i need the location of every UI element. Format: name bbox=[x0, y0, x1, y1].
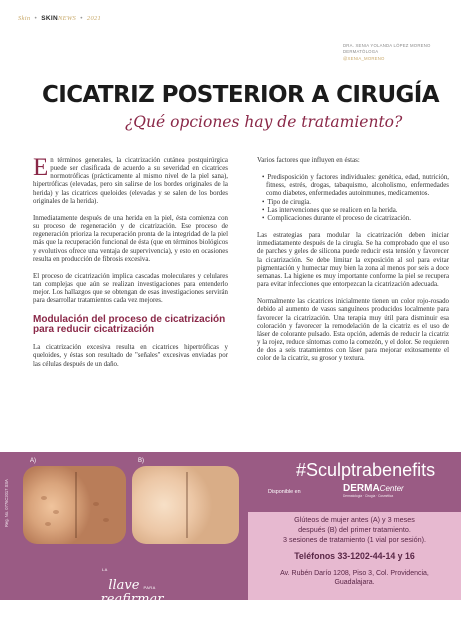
phone-numbers: Teléfonos 33-1202-44-14 y 16 bbox=[294, 551, 415, 561]
paragraph-intro bbox=[33, 154, 228, 206]
treatment-description bbox=[252, 515, 457, 544]
paragraph-regeneration: Inmediatamente después de una herida en la piel, ésta comienza con su proceso de regeneración y de cicatrización. Ese proceso de regeneración prioriza la recuperación pronta de la integridad de la piel más que la recuperación funcional de ésta (que en términos biológicos y evolutivos ofrece una ventaja de supervivencia), y esto en ocasiones resulta en producción de fibrosis excesiva. bbox=[33, 214, 228, 263]
factors-list bbox=[257, 174, 449, 223]
paragraph-intro-text: n términos generales, la cicatrización cutánea postquirúrgica puede ser clasificada de acuerdo a su severidad en cicatrices normotróficas (prácticamente al mismo nivel de la piel sana), hipertróficas (elevadas, pero sin salirse de los bordes originales de la herida) y las cicatrices queloides (elevadas y se salen de los bordes originales de la herida). bbox=[33, 157, 228, 205]
logo-para: PARA bbox=[143, 585, 156, 590]
paragraph-process: El proceso de cicatrización implica cascadas moleculares y celulares tan complejas que aún se realizan investigaciones para entenderlo mejor. Los hallazgos que se obtengan de esas investigaciones servirán para desarrollar tratamientos cada vez mejores. bbox=[33, 272, 228, 305]
address-line-2: Guadalajara. bbox=[334, 579, 375, 587]
photo-label-b: B) bbox=[138, 458, 144, 464]
desc-line-3: 3 sesiones de tratamiento (1 vial por sesión). bbox=[282, 534, 427, 544]
clinic-address bbox=[252, 569, 457, 588]
drop-cap: E bbox=[33, 154, 49, 181]
logo-tu-piel: TU PIEL bbox=[148, 615, 166, 620]
article-subtitle: ¿Qué opciones hay de tratamiento? bbox=[125, 113, 403, 131]
paragraph-laser: Normalmente las cicatrices inicialmente tienen un color rojo-rosado debido al aumento de vasos sanguíneos producidos localmente para favorecer la cicatrización. Una terapia muy útil para disminuir esa coloración y favorecer la remodelación de la cicatriz es el uso de láser de colorante pulsado. Esta opción, además de reducir la cicatriz y la rojez, reduce síntomas como la comezón, y el dolor. Se requieren de dos a seis tratamientos con láser para mejorar exitosamente el color de la cicatriz, su grosor y textura. bbox=[257, 298, 449, 363]
header-separator-2: • bbox=[80, 15, 83, 22]
brand-logo bbox=[92, 558, 172, 624]
derma-name: DERMA bbox=[343, 483, 380, 494]
header-skin: Skin bbox=[18, 15, 31, 22]
paragraph-strategies: Las estrategias para modular la cicatrización deben iniciar inmediatamente después de la cirugía. Se ha comprobado que el uso de parches y geles de silicona puede reducir esta tensión y favorecer la cicatrización. Se debe limitar la exposición al sol para evitar pigmentación y humectar muy bien la zona al menos por seis a doce semanas. La higiene es muy importante conforme la piel se recupera para evitar infecciones que entorpezcan la cicatrización adecuada. bbox=[257, 232, 449, 289]
section-subheading: Modulación del proceso de cicatrización para reducir cicatrización bbox=[33, 313, 226, 335]
logo-la: LA bbox=[102, 567, 108, 572]
logo-reafirmar: reafirmar bbox=[100, 592, 164, 607]
magazine-header bbox=[18, 15, 101, 22]
author-name: DRA. XENIA YOLANDA LÓPEZ MORENO bbox=[343, 43, 431, 48]
desc-line-1: Glúteos de mujer antes (A) y 3 meses bbox=[294, 515, 415, 524]
left-column bbox=[33, 154, 228, 378]
author-twitter: @XENIA_MORENO bbox=[343, 55, 385, 61]
header-brand: SKIN bbox=[41, 15, 58, 22]
address-line-1: Av. Rubén Darío 1208, Piso 3, Col. Providencia, bbox=[280, 570, 429, 577]
header-year: 2021 bbox=[86, 15, 102, 22]
dermacenter-logo bbox=[343, 483, 404, 502]
hashtag: #Sculptrabenefits bbox=[296, 460, 436, 480]
author-role: DERMATÓLOGA bbox=[343, 49, 379, 55]
article-title: CICATRIZ POSTERIOR A CIRUGÍA bbox=[42, 82, 439, 108]
registration-number: Reg. No. 0776C2017 SSA bbox=[4, 479, 9, 527]
paragraph-excess: La cicatrización excesiva resulta en cicatrices hipertróficas y queloides, y éstas son resultado de "señales" excesivas enviadas por las células después de un daño. bbox=[33, 344, 228, 368]
list-item: • Tipo de cirugía. bbox=[257, 199, 449, 207]
logo-llave: llave bbox=[108, 578, 140, 593]
factors-intro: Varios factores que influyen en éstas: bbox=[257, 157, 360, 164]
available-at-label: Disponible en bbox=[268, 489, 301, 495]
header-separator: • bbox=[34, 15, 38, 22]
author-credit bbox=[343, 43, 431, 62]
header-news: NEWS bbox=[57, 15, 77, 22]
desc-line-2: después (B) del primer tratamiento. bbox=[298, 524, 411, 534]
right-column bbox=[257, 157, 449, 372]
list-item: • Complicaciones durante el proceso de cicatrización. bbox=[257, 215, 449, 223]
before-photo bbox=[23, 466, 126, 544]
derma-subtitle: Dermatología · Cirugía · Cosmética bbox=[343, 494, 394, 498]
list-item: • Las intervenciones que se realicen en la herida. bbox=[257, 207, 449, 215]
after-photo bbox=[132, 466, 239, 544]
derma-center: Center bbox=[379, 484, 404, 493]
list-item: • Predisposición y factores individuales: genética, edad, nutrición, fitness, estrés, drogas, tabaquismo, alcoholismo, enfermedades como diabetes, enfermedades autoinmunes, medicamentos. bbox=[257, 174, 449, 198]
photo-label-a: A) bbox=[30, 458, 36, 464]
